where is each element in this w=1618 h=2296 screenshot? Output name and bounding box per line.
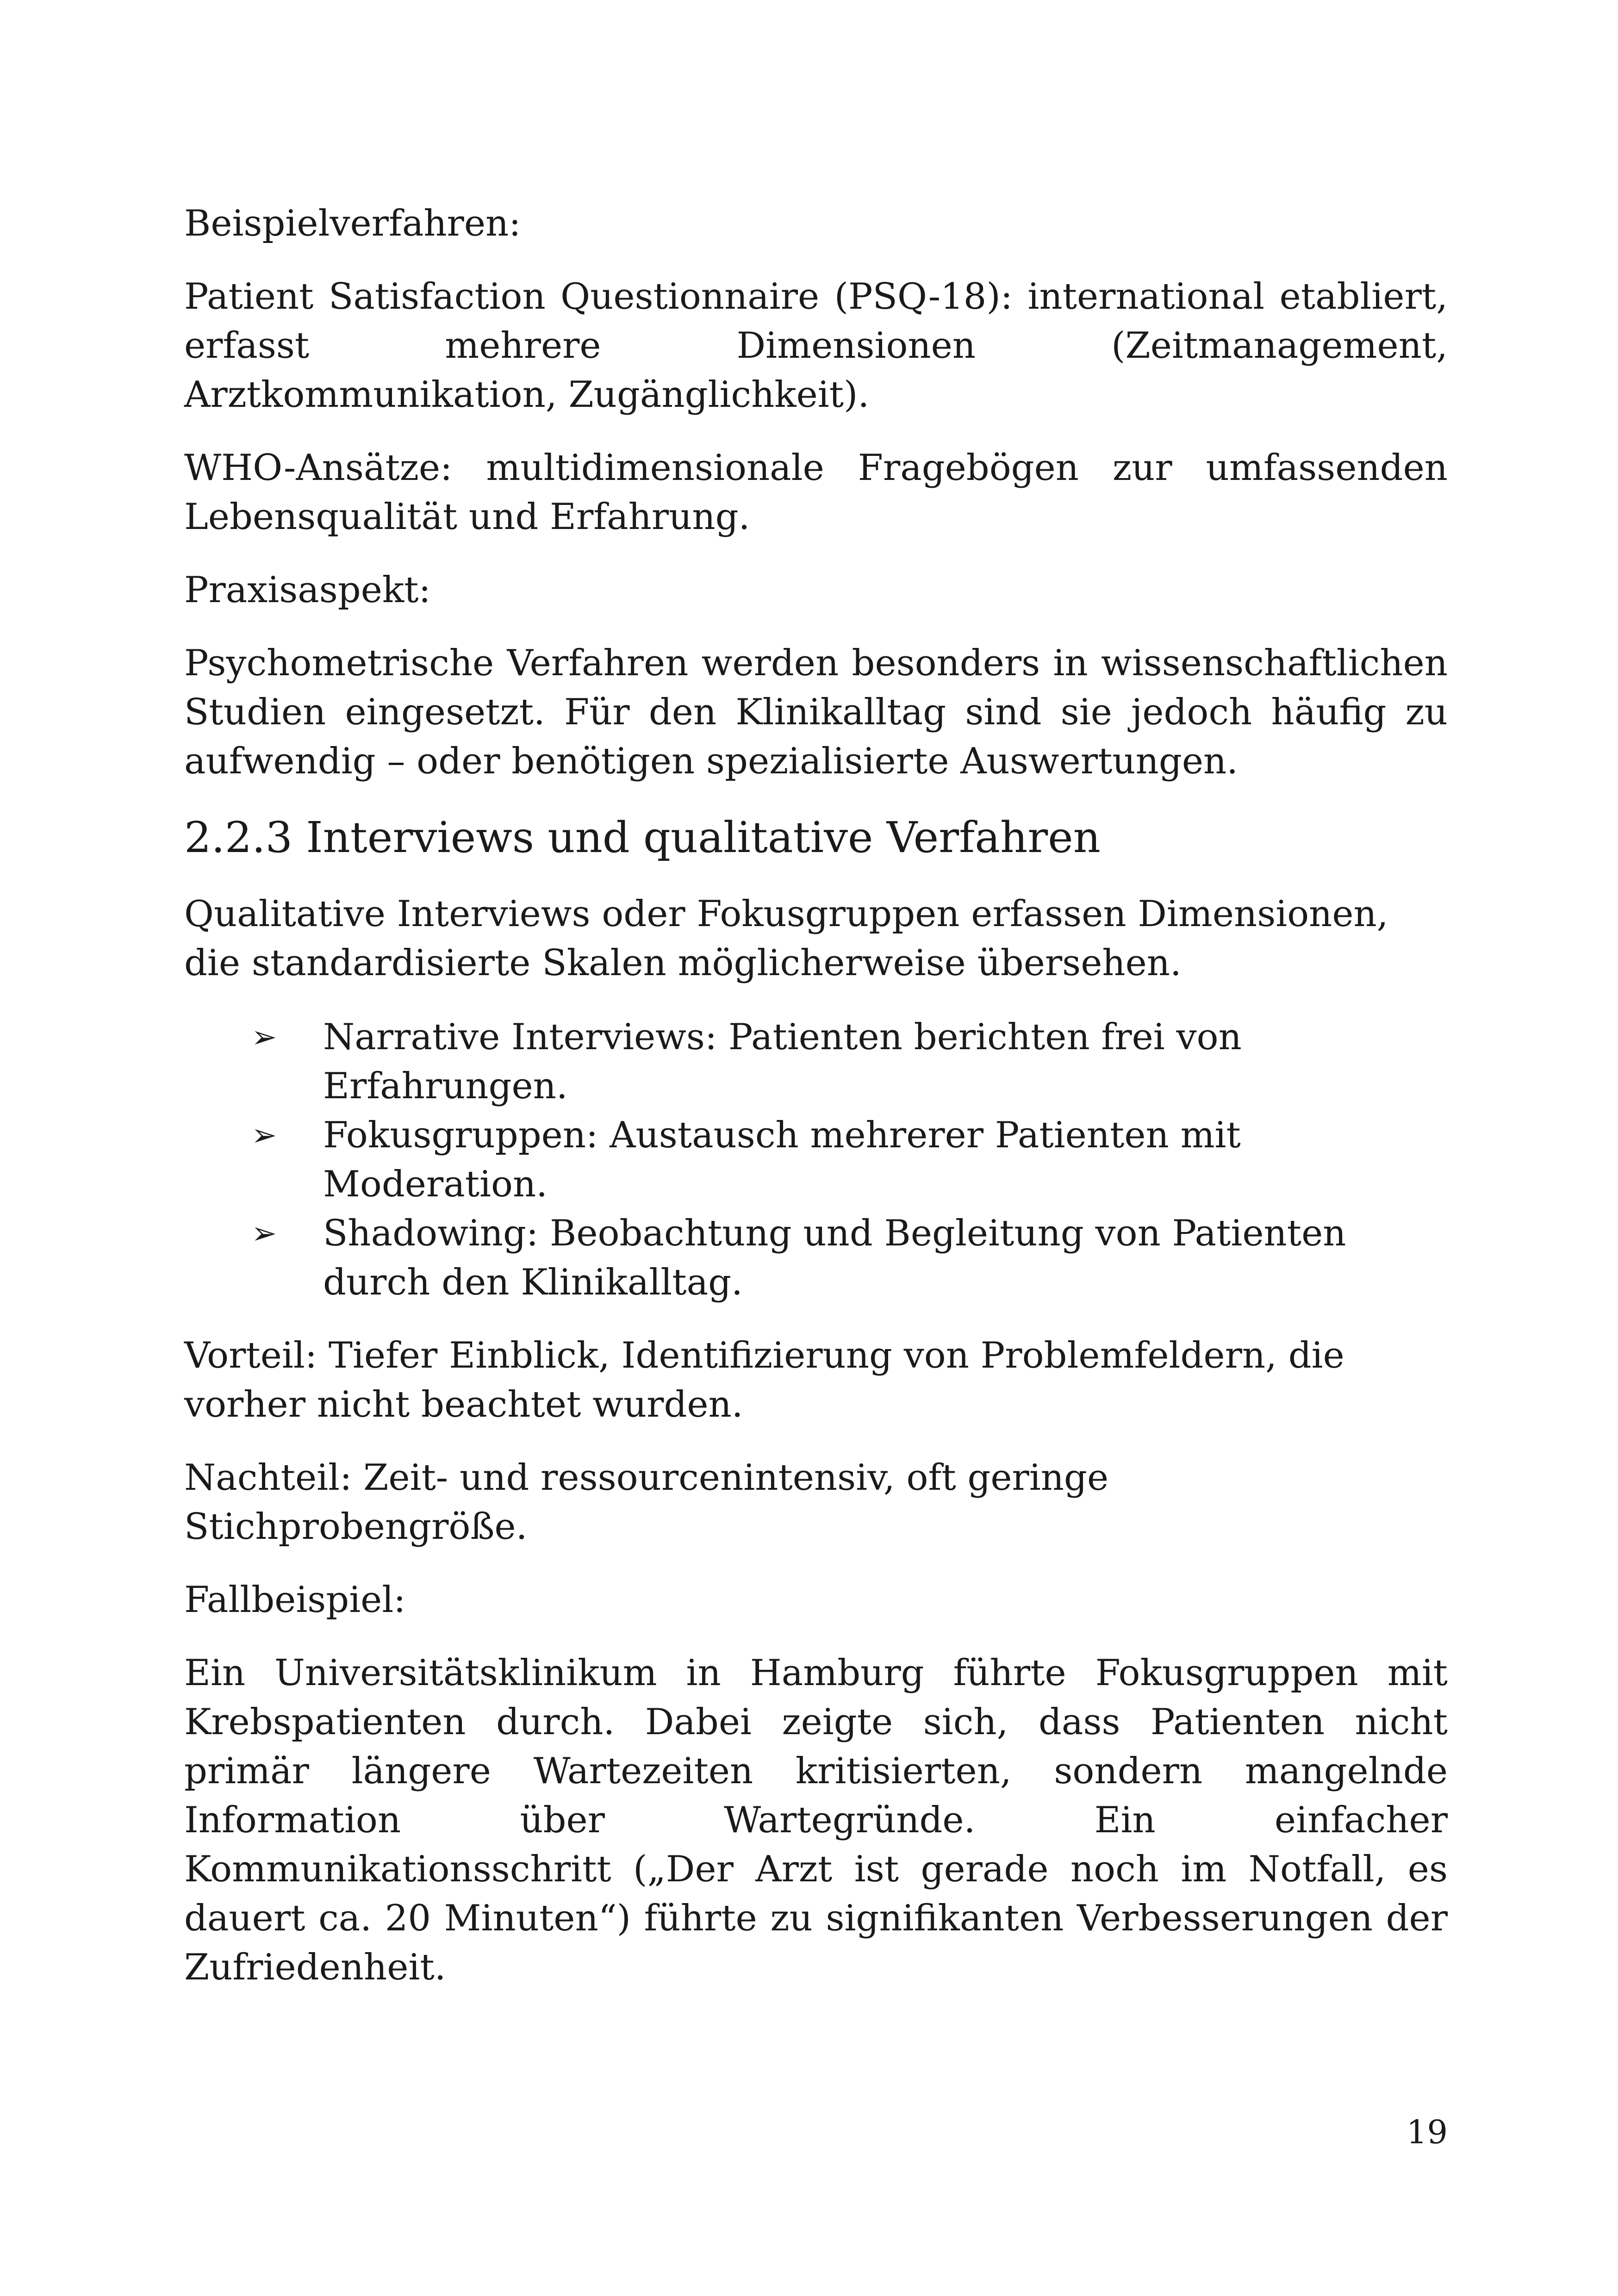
list-item-text: Fokusgruppen: Austausch mehrerer Patienten mit Moderation. [323, 1114, 1241, 1205]
intro-paragraph: Qualitative Interviews oder Fokusgruppen erfassen Dimensionen, die standardisierte Skalen möglicherweise übersehen. [184, 893, 1388, 984]
who-paragraph: WHO-Ansätze: multidimensionale Fragebögen zur umfassenden Lebensqualität und Erfahrung. [184, 447, 1448, 538]
practice-aspect-label: Praxisaspekt: [184, 569, 431, 611]
list-item [251, 1111, 1420, 1209]
arrow-bullet-icon: ➢ [251, 1019, 277, 1055]
list-item [251, 1209, 1420, 1307]
advantage-paragraph: Vorteil: Tiefer Einblick, Identifizierung von Problemfeldern, die vorher nicht beachtet wurden. [184, 1335, 1344, 1425]
page-number: 19 [1406, 2113, 1448, 2151]
case-study-label: Fallbeispiel: [184, 1579, 406, 1621]
list-item-text: Shadowing: Beobachtung und Begleitung von Patienten durch den Klinikalltag. [323, 1213, 1346, 1303]
disadvantage-paragraph: Nachteil: Zeit- und ressourcenintensiv, oft geringe Stichprobengröße. [184, 1457, 1109, 1548]
method-list [184, 1013, 1420, 1307]
arrow-bullet-icon: ➢ [251, 1117, 277, 1153]
section-heading: 2.2.3 Interviews und qualitative Verfahren [184, 813, 1101, 862]
practice-aspect-paragraph: Psychometrische Verfahren werden besonders in wissenschaftlichen Studien eingesetzt. Für den Klinikalltag sind sie jedoch häufig zu aufwendig – oder benötigen spezialisierte Auswertungen. [184, 642, 1448, 782]
page-body [184, 199, 1448, 1992]
psq-paragraph: Patient Satisfaction Questionnaire (PSQ-18): international etabliert, erfasst mehrere Dimensionen (Zeitmanagement, Arztkommunikation, Zugänglichkeit). [184, 276, 1448, 416]
example-methods-label: Beispielverfahren: [184, 203, 521, 244]
arrow-bullet-icon: ➢ [251, 1215, 277, 1251]
case-study-paragraph: Ein Universitätsklinikum in Hamburg führte Fokusgruppen mit Krebspatienten durch. Dabei zeigte sich, dass Patienten nicht primär längere Wartezeiten kritisierten, sondern mangelnde Information über Wartegründe. Ein einfacher Kommunikationsschritt („Der Arzt ist gerade noch im Notfall, es dauert ca. 20 Minuten“) führte zu signifikanten Verbesserungen der Zufriedenheit. [184, 1652, 1448, 1988]
list-item [251, 1013, 1420, 1111]
list-item-text: Narrative Interviews: Patienten berichten frei von Erfahrungen. [323, 1016, 1242, 1107]
